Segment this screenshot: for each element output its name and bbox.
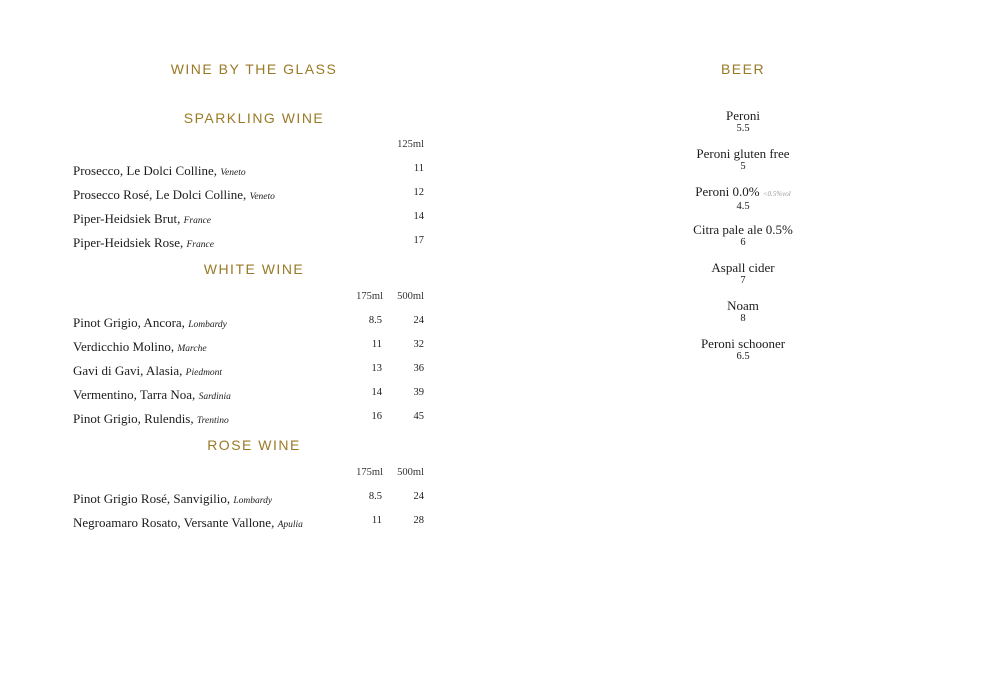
wine-price-500: 36 bbox=[413, 363, 424, 374]
wine-row bbox=[73, 491, 429, 507]
wine-region: Piedmont bbox=[185, 368, 223, 378]
beer-price: 5.5 bbox=[736, 123, 750, 134]
white-wine-heading: WHITE WINE bbox=[203, 261, 305, 277]
beer-name: Peroni bbox=[726, 108, 760, 123]
wine-name: Pinot Grigio, Rulendis, Trentino bbox=[73, 411, 229, 426]
wine-row bbox=[73, 187, 429, 203]
wine-region: Trentino bbox=[196, 416, 229, 426]
wine-row bbox=[73, 163, 429, 179]
wine-name: Verdicchio Molino, Marche bbox=[73, 339, 207, 354]
wine-price-500: 39 bbox=[413, 387, 424, 398]
wine-name: Gavi di Gavi, Alasia, Piedmont bbox=[73, 363, 223, 378]
wine-price: 17 bbox=[413, 235, 424, 246]
rose-wine-heading: ROSE WINE bbox=[207, 437, 301, 453]
wine-price: 12 bbox=[413, 187, 424, 198]
beer-item bbox=[643, 261, 843, 287]
beer-name: Noam bbox=[727, 298, 759, 313]
wine-price: 11 bbox=[413, 163, 424, 174]
wine-price-175: 8.5 bbox=[368, 491, 382, 502]
wine-region: France bbox=[186, 240, 214, 250]
wine-region: France bbox=[183, 216, 212, 226]
wine-name: Negroamaro Rosato, Versante Vallone, Apulia bbox=[73, 515, 303, 530]
beer-name: Peroni gluten free bbox=[696, 146, 790, 161]
beer-item bbox=[643, 223, 843, 249]
wine-price-500: 45 bbox=[413, 411, 424, 422]
beer-item bbox=[643, 337, 843, 363]
beer-price: 6 bbox=[740, 237, 746, 248]
wine-region: Lombardy bbox=[188, 320, 227, 330]
wine-price-175: 14 bbox=[371, 387, 382, 398]
wine-name: Vermentino, Tarra Noa, Sardinia bbox=[73, 387, 231, 402]
wine-region: Veneto bbox=[249, 192, 275, 202]
wine-name: Prosecco Rosé, Le Dolci Colline, Veneto bbox=[73, 187, 275, 202]
beer-section-title: BEER bbox=[720, 61, 766, 77]
wine-price-500: 28 bbox=[413, 515, 424, 526]
wine-row bbox=[73, 515, 429, 531]
wine-name: Piper-Heidsiek Rose, France bbox=[73, 235, 214, 250]
beer-name: Aspall cider bbox=[711, 260, 775, 275]
white-size-header-175: 175ml bbox=[356, 291, 383, 302]
beer-name: Peroni 0.0% <0.5%vol bbox=[695, 184, 791, 199]
wine-row bbox=[73, 339, 429, 355]
beer-name: Citra pale ale 0.5% bbox=[693, 222, 793, 237]
wine-region: Sardinia bbox=[198, 392, 231, 402]
wine-region: Marche bbox=[177, 344, 207, 354]
wine-row bbox=[73, 315, 429, 331]
beer-price: 5 bbox=[740, 161, 746, 172]
wine-price-175: 16 bbox=[371, 411, 382, 422]
wine-name: Piper-Heidsiek Brut, France bbox=[73, 211, 212, 226]
wine-price-175: 13 bbox=[371, 363, 382, 374]
beer-item bbox=[643, 299, 843, 325]
wine-name: Prosecco, Le Dolci Colline, Veneto bbox=[73, 163, 246, 178]
beer-item bbox=[643, 109, 843, 135]
wine-region: Veneto bbox=[220, 168, 246, 178]
wine-section-title: WINE BY THE GLASS bbox=[170, 61, 338, 77]
beer-price: 7 bbox=[740, 275, 746, 286]
wine-price-175: 11 bbox=[371, 515, 382, 526]
wine-name: Pinot Grigio, Ancora, Lombardy bbox=[73, 315, 227, 330]
beer-name: Peroni schooner bbox=[700, 336, 786, 351]
beer-note: <0.5%vol bbox=[762, 190, 791, 198]
sparkling-wine-heading: SPARKLING WINE bbox=[183, 110, 325, 126]
wine-row bbox=[73, 235, 429, 251]
wine-price: 14 bbox=[413, 211, 424, 222]
wine-row bbox=[73, 363, 429, 379]
wine-region: Apulia bbox=[277, 520, 303, 530]
wine-price-500: 24 bbox=[413, 315, 424, 326]
beer-item bbox=[643, 185, 843, 213]
wine-row bbox=[73, 411, 429, 427]
rose-size-header-175: 175ml bbox=[356, 467, 383, 478]
white-size-header-500: 500ml bbox=[397, 291, 424, 302]
wine-price-500: 32 bbox=[413, 339, 424, 350]
sparkling-size-header: 125ml bbox=[397, 139, 424, 150]
wine-price-500: 24 bbox=[413, 491, 424, 502]
wine-row bbox=[73, 387, 429, 403]
rose-size-header-500: 500ml bbox=[397, 467, 424, 478]
wine-price-175: 11 bbox=[371, 339, 382, 350]
beer-price: 6.5 bbox=[736, 351, 750, 362]
wine-name: Pinot Grigio Rosé, Sanvigilio, Lombardy bbox=[73, 491, 273, 506]
wine-row bbox=[73, 211, 429, 227]
beer-item bbox=[643, 147, 843, 173]
beer-price: 8 bbox=[740, 313, 746, 324]
beer-price: 4.5 bbox=[736, 201, 750, 212]
wine-price-175: 8.5 bbox=[368, 315, 382, 326]
wine-region: Lombardy bbox=[233, 496, 273, 506]
